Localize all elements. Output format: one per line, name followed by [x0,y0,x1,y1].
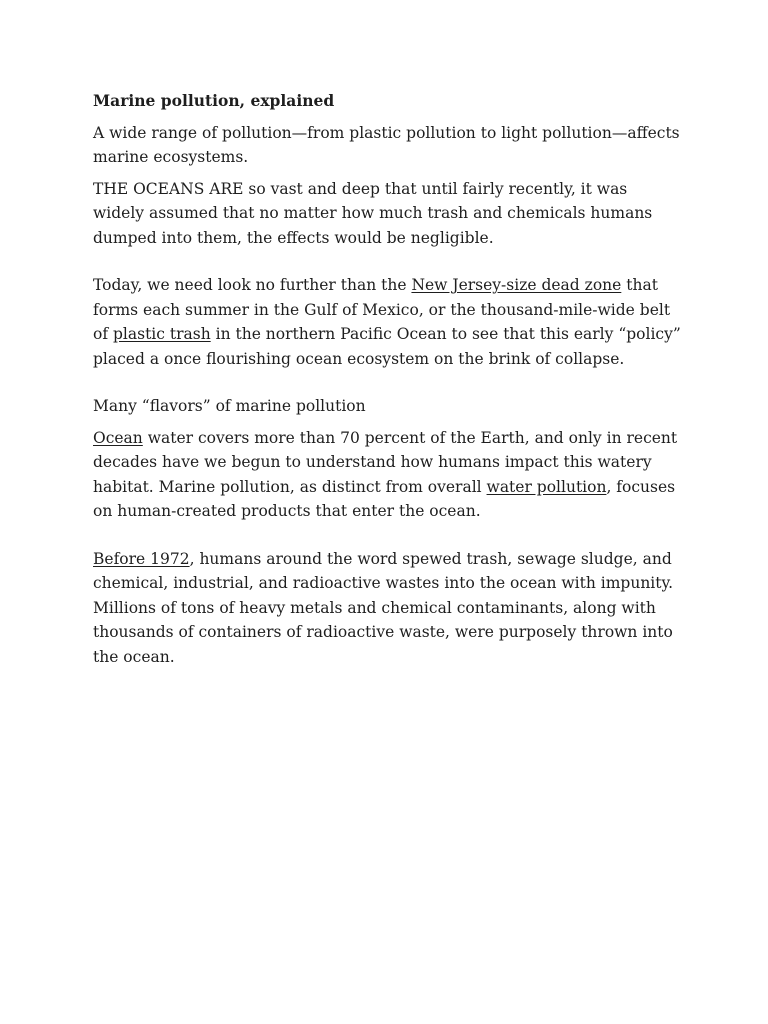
document-title: Marine pollution, explained [93,91,335,110]
paragraph-text: Today, we need look no further than the [93,276,412,294]
section-heading: Many “flavors” of marine pollution [93,397,366,415]
paragraph-text: in the northern Pacific Ocean to see that this early “policy” placed a once flourishing ocean ecosystem on the brink of collapse. [93,325,681,368]
link-new-jersey-dead-zone[interactable]: New Jersey-size dead zone [411,276,622,294]
paragraph-before-1972 [93,547,683,670]
link-plastic-trash[interactable]: plastic trash [113,325,211,343]
link-ocean[interactable]: Ocean [93,428,143,447]
paragraph-dead-zone [93,273,683,371]
document-subtitle: A wide range of pollution—from plastic pollution to light pollution—affects marine ecosystems. [93,123,680,166]
link-before-1972[interactable]: Before 1972 [93,549,190,568]
document-body [93,89,683,669]
paragraph-text: water covers more than 70 percent of the Earth, and only in recent decades have we begun to understand how humans impact this watery habitat. Marine pollution, as distinct from overall [93,428,678,496]
link-water-pollution[interactable]: water pollution [486,477,607,496]
paragraph-intro: THE OCEANS ARE so vast and deep that until fairly recently, it was widely assumed that no matter how much trash and chemicals humans dumped into them, the effects would be negligible. [93,179,653,247]
paragraph-text: , humans around the word spewed trash, sewage sludge, and chemical, industrial, and radioactive wastes into the ocean with impunity. Millions of tons of heavy metals and chemical contaminants, along with thousands of containers of radioactive waste, were purposely thrown into the ocean. [93,549,674,666]
paragraph-text: , focuses on human-created products that enter the ocean. [93,477,676,520]
paragraph-text: that forms each summer in the Gulf of Mexico, or the thousand-mile-wide belt of [93,276,671,343]
paragraph-ocean [93,426,683,524]
